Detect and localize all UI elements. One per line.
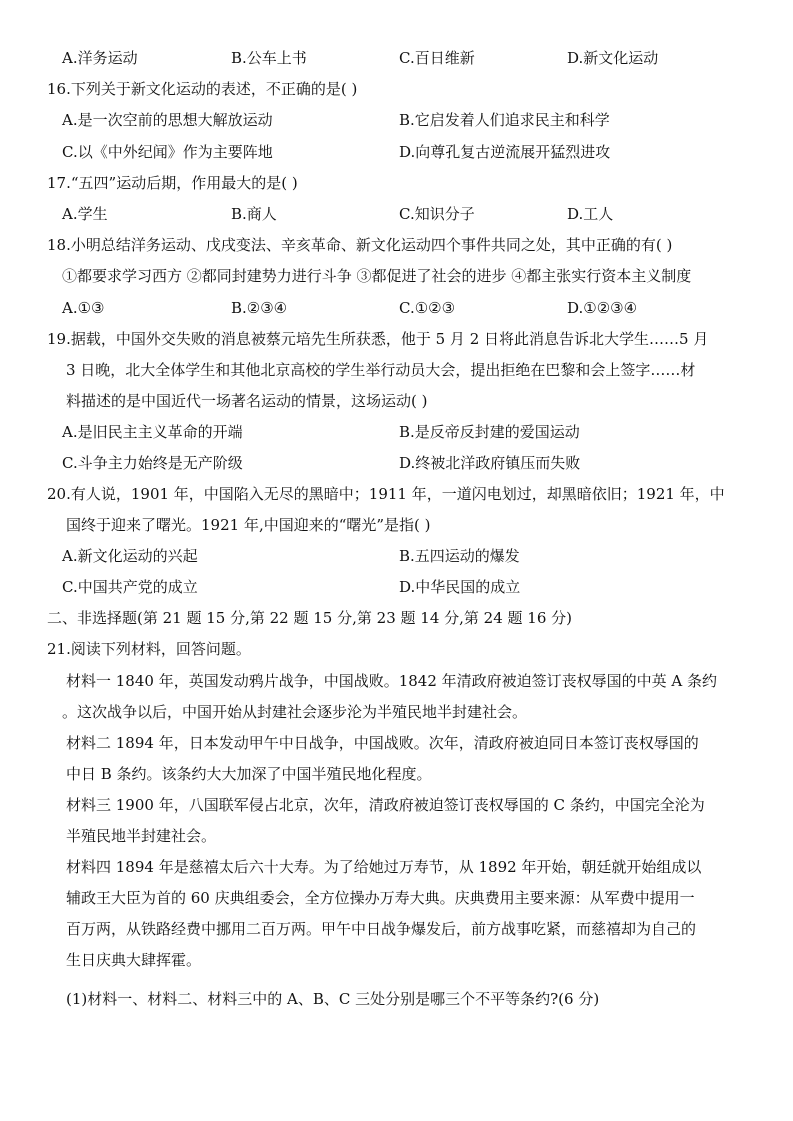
- q20-stem-line2: 国终于迎来了曙光。1921 年,中国迎来的“曙光”是指( ): [66, 516, 431, 534]
- q19-stem-line2: 3 日晚，北大全体学生和其他北京高校的学生举行动员大会，提出拒绝在巴黎和会上签字……材: [66, 361, 696, 379]
- q19-option-b: B.是反帝反封建的爱国运动: [399, 423, 580, 441]
- q17-option-b: B.商人: [231, 205, 277, 223]
- q19-stem-line3: 料描述的是中国近代一场著名运动的情景，这场运动( ): [66, 392, 428, 410]
- material-4-line2: 辅政王大臣为首的 60 庆典组委会，全方位操办万寿大典。庆典费用主要来源：从军费中提用一: [66, 889, 695, 907]
- material-4-line1: 材料四 1894 年是慈禧太后六十大寿。为了给她过万寿节，从 1892 年开始，朝廷就开始组成以: [66, 858, 702, 876]
- q20-option-d: D.中华民国的成立: [399, 578, 521, 596]
- q18-option-b: B.②③④: [231, 299, 288, 317]
- material-4-line3: 百万两，从铁路经费中挪用二百万两。甲午中日战争爆发后，前方战事吃紧，而慈禧却为自己的: [66, 920, 697, 938]
- material-3-line2: 半殖民地半封建社会。: [66, 827, 217, 845]
- material-1-line1: 材料一 1840 年，英国发动鸦片战争，中国战败。1842 年清政府被迫签订丧权辱国的中英 A 条约: [66, 672, 718, 690]
- q21-stem: 21.阅读下列材料，回答问题。: [47, 640, 251, 658]
- q16-stem: 16.下列关于新文化运动的表述，不正确的是( ): [47, 80, 358, 98]
- material-2-line2: 中日 B 条约。该条约大大加深了中国半殖民地化程度。: [66, 765, 432, 783]
- q19-stem-line1: 19.据载，中国外交失败的消息被蔡元培先生所获悉，他于 5 月 2 日将此消息告诉北大学生……5 月: [47, 330, 709, 348]
- section-heading: 二、非选择题(第 21 题 15 分,第 22 题 15 分,第 23 题 14 分,第 24 题 16 分): [47, 609, 572, 627]
- q18-option-a: A.①③: [62, 299, 105, 317]
- q17-option-a: A.学生: [62, 205, 108, 223]
- q15-option-a: A.洋务运动: [62, 49, 138, 67]
- q20-option-b: B.五四运动的爆发: [399, 547, 520, 565]
- q16-option-b: B.它启发着人们追求民主和科学: [399, 111, 610, 129]
- q17-option-c: C.知识分子: [399, 205, 475, 223]
- q16-option-a: A.是一次空前的思想大解放运动: [62, 111, 273, 129]
- q20-option-a: A.新文化运动的兴起: [62, 547, 198, 565]
- q17-stem: 17.“五四”运动后期，作用最大的是( ): [47, 174, 298, 192]
- q21-subquestion-1: (1)材料一、材料二、材料三中的 A、B、C 三处分别是哪三个不平等条约?(6 分): [66, 990, 600, 1008]
- material-3-line1: 材料三 1900 年，八国联军侵占北京，次年，清政府被迫签订丧权辱国的 C 条约，中国完全沦为: [66, 796, 705, 814]
- q16-option-c: C.以《中外纪闻》作为主要阵地: [62, 143, 273, 161]
- material-4-line4: 生日庆典大肆挥霍。: [66, 951, 202, 969]
- q18-option-d: D.①②③④: [567, 299, 638, 317]
- q18-items: ①都要求学习西方 ②都同封建势力进行斗争 ③都促进了社会的进步 ④都主张实行资本主义制度: [62, 267, 692, 285]
- q16-option-d: D.向尊孔复古逆流展开猛烈进攻: [399, 143, 611, 161]
- q18-option-c: C.①②③: [399, 299, 456, 317]
- q15-option-c: C.百日维新: [399, 49, 475, 67]
- material-1-line2: 。这次战争以后，中国开始从封建社会逐步沦为半殖民地半封建社会。: [62, 703, 528, 721]
- q15-option-d: D.新文化运动: [567, 49, 659, 67]
- q19-option-a: A.是旧民主主义革命的开端: [62, 423, 243, 441]
- material-2-line1: 材料二 1894 年，日本发动甲午中日战争，中国战败。次年，清政府被迫同日本签订丧权辱国的: [66, 734, 699, 752]
- q20-stem-line1: 20.有人说，1901 年，中国陷入无尽的黑暗中；1911 年，一道闪电划过，却黑暗依旧；1921 年，中: [47, 485, 725, 503]
- q15-option-b: B.公车上书: [231, 49, 307, 67]
- q17-option-d: D.工人: [567, 205, 614, 223]
- q18-stem: 18.小明总结洋务运动、戊戌变法、辛亥革命、新文化运动四个事件共同之处，其中正确的有( ): [47, 236, 673, 254]
- q20-option-c: C.中国共产党的成立: [62, 578, 198, 596]
- q19-option-d: D.终被北洋政府镇压而失败: [399, 454, 581, 472]
- q19-option-c: C.斗争主力始终是无产阶级: [62, 454, 243, 472]
